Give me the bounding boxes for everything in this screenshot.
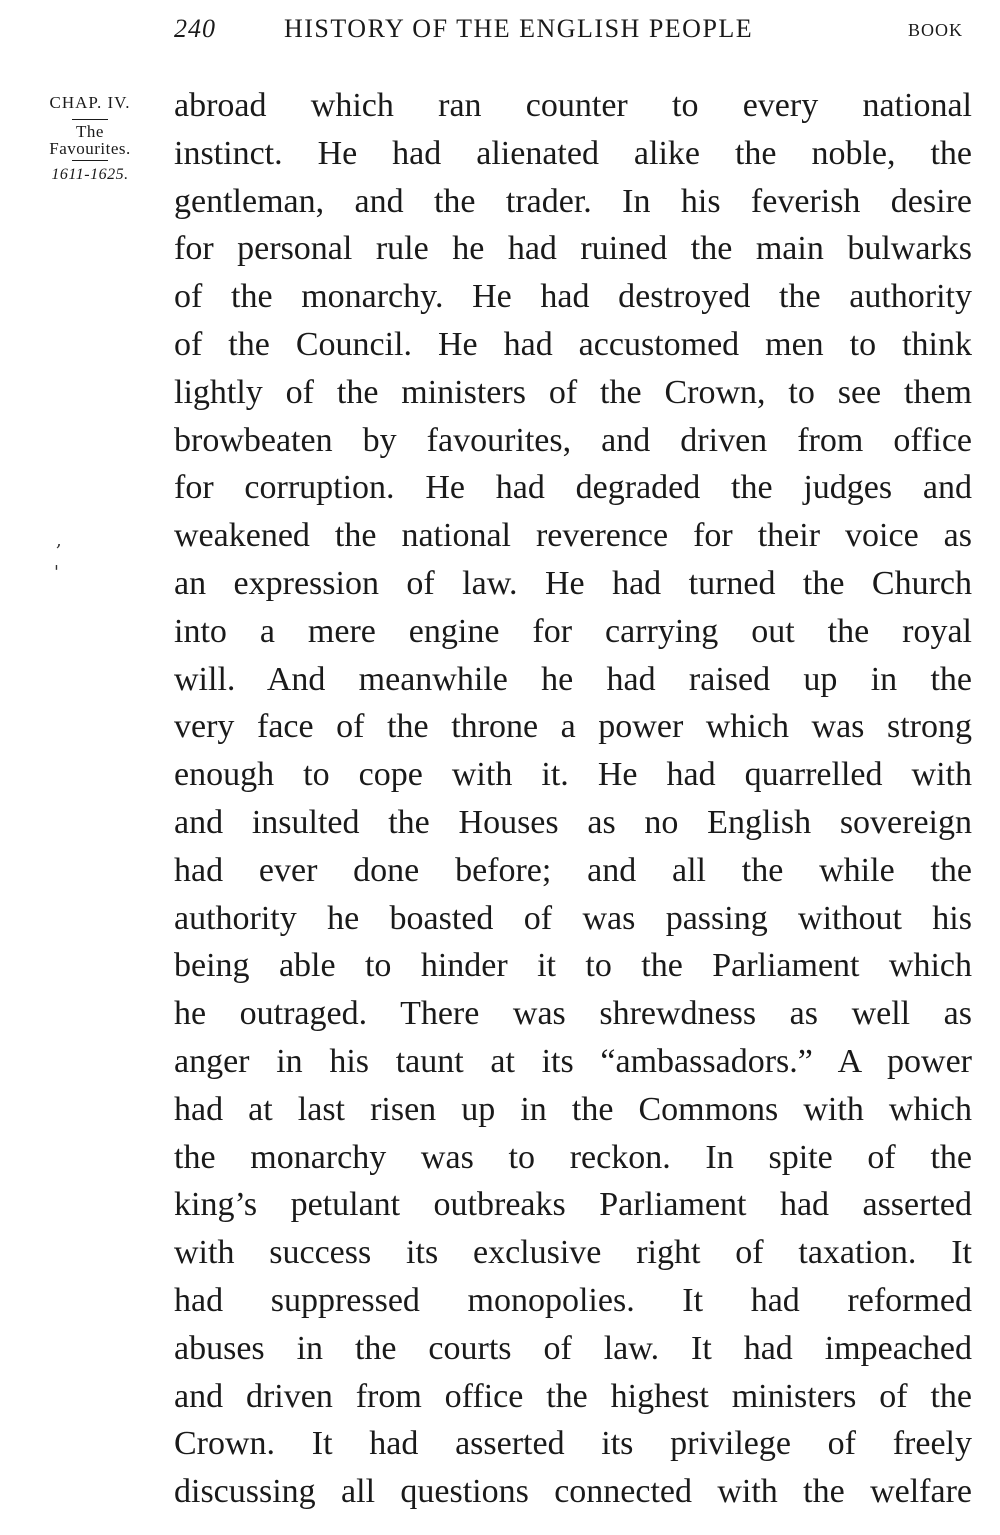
text-line: Crown. It had asserted its privilege of freely bbox=[174, 1425, 972, 1463]
page-number: 240 bbox=[174, 14, 216, 43]
text-line: anger in his taunt at its “ambassadors.” A power bbox=[174, 1042, 972, 1080]
chapter-label: CHAP. IV. bbox=[49, 93, 131, 112]
text-line: abroad which ran counter to every national bbox=[174, 87, 972, 124]
text-line: an expression of law. He had turned the Church bbox=[174, 564, 972, 602]
text-line: king’s petulant outbreaks Parliament had asserted bbox=[174, 1186, 972, 1224]
text-line: and insulted the Houses as no English sovereign bbox=[174, 803, 972, 841]
text-line: for corruption. He had degraded the judges and bbox=[174, 469, 972, 507]
text-line: into a mere engine for carrying out the royal bbox=[174, 612, 972, 650]
margin-mark: , bbox=[56, 530, 62, 551]
text-line: the monarchy was to reckon. In spite of the bbox=[174, 1138, 972, 1176]
text-line: browbeaten by favourites, and driven from office bbox=[174, 421, 972, 459]
sidenote-topic-line2: Favourites. bbox=[49, 139, 131, 158]
running-header bbox=[0, 14, 1000, 44]
text-line: had at last risen up in the Commons with which bbox=[174, 1090, 972, 1128]
text-line: he outraged. There was shrewdness as well as bbox=[174, 995, 972, 1033]
text-line: for personal rule he had ruined the main bulwarks bbox=[174, 230, 972, 268]
sidenote-rule bbox=[72, 119, 108, 120]
sidenote-rule bbox=[72, 160, 108, 161]
body-text bbox=[174, 82, 972, 1516]
sidenote-dates: 1611-1625. bbox=[51, 166, 129, 183]
text-line: had suppressed monopolies. It had reformed bbox=[174, 1281, 972, 1319]
text-line: being able to hinder it to the Parliament which bbox=[174, 947, 972, 985]
text-line: and driven from office the highest ministers of the bbox=[174, 1377, 972, 1415]
text-line: had ever done before; and all the while the bbox=[174, 851, 972, 889]
text-line: with success its exclusive right of taxation. It bbox=[174, 1234, 972, 1272]
text-line: of the monarchy. He had destroyed the authority bbox=[174, 278, 972, 316]
text-line: weakened the national reverence for their voice as bbox=[174, 517, 972, 555]
text-line: will. And meanwhile he had raised up in the bbox=[174, 660, 972, 698]
text-line: very face of the throne a power which was strong bbox=[174, 708, 972, 746]
margin-mark: ' bbox=[54, 562, 59, 583]
text-line: abuses in the courts of law. It had impeached bbox=[174, 1329, 972, 1367]
sidenote-topic-line1: The bbox=[76, 122, 104, 141]
book-label: BOOK bbox=[908, 20, 964, 40]
text-line: of the Council. He had accustomed men to think bbox=[174, 325, 972, 363]
margin-sidenote bbox=[20, 90, 160, 186]
text-line: lightly of the ministers of the Crown, to see them bbox=[174, 373, 972, 411]
text-line: gentleman, and the trader. In his feverish desire bbox=[174, 182, 972, 220]
text-line: instinct. He had alienated alike the noble, the bbox=[174, 134, 972, 172]
text-line: discussing all questions connected with the welfare bbox=[174, 1473, 972, 1511]
text-line: enough to cope with it. He had quarrelled with bbox=[174, 756, 972, 794]
text-line: authority he boasted of was passing without his bbox=[174, 899, 972, 937]
running-title: HISTORY OF THE ENGLISH PEOPLE bbox=[284, 14, 754, 43]
